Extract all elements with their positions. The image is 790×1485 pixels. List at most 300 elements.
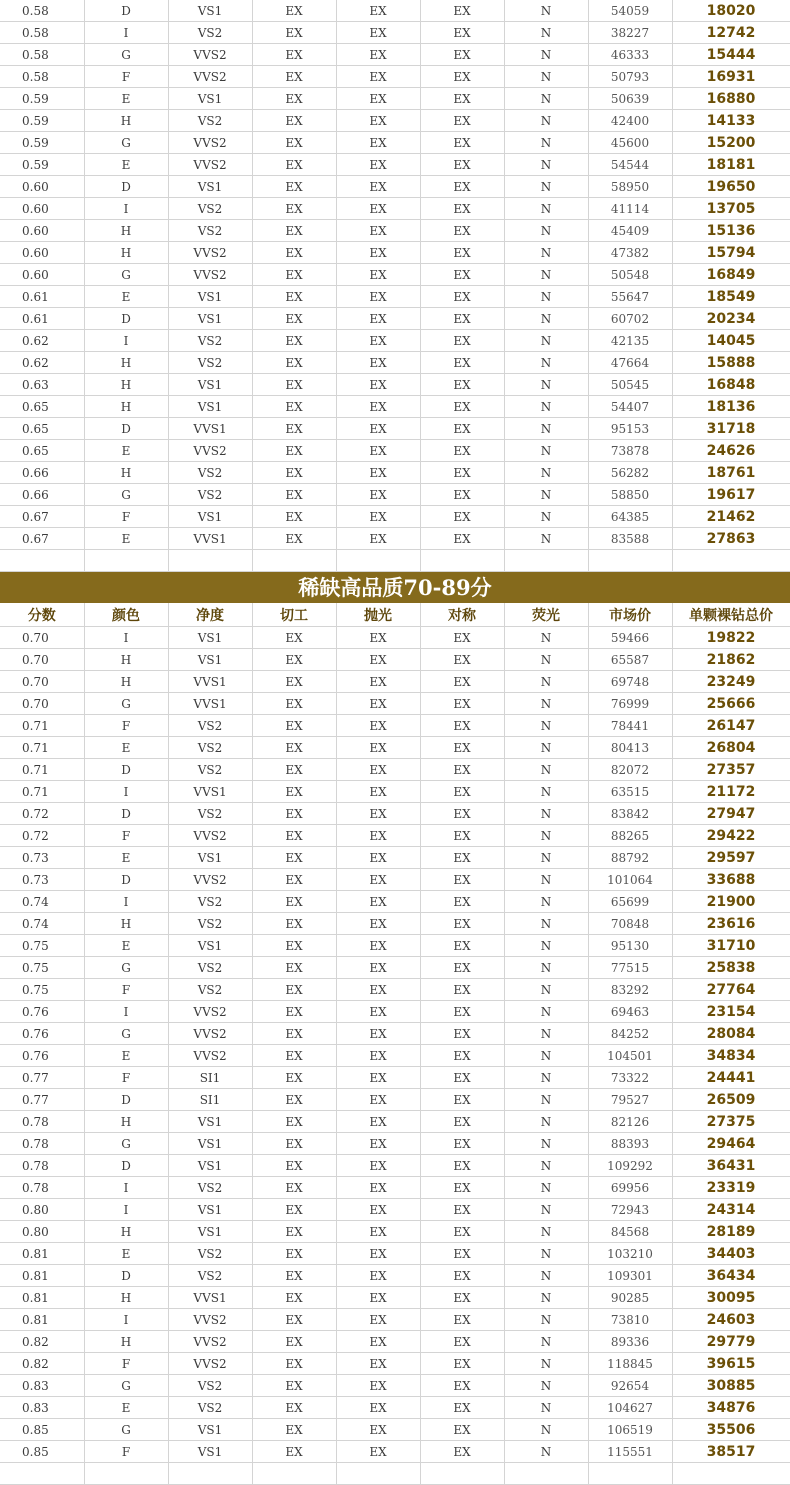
symmetry-cell: EX <box>420 242 504 264</box>
fluorescence-cell: N <box>504 1309 588 1331</box>
fluorescence-cell: N <box>504 506 588 528</box>
clarity-cell: VVS2 <box>168 264 252 286</box>
symmetry-cell: EX <box>420 1375 504 1397</box>
market-price-cell: 83842 <box>588 803 672 825</box>
cut-cell: EX <box>252 627 336 649</box>
market-price-cell: 92654 <box>588 1375 672 1397</box>
cut-cell: EX <box>252 0 336 22</box>
polish-cell: EX <box>336 737 420 759</box>
carat-cell: 0.78 <box>0 1133 84 1155</box>
clarity-cell: VVS1 <box>168 528 252 550</box>
clarity-cell: VVS1 <box>168 781 252 803</box>
market-price-cell: 69748 <box>588 671 672 693</box>
color-cell: H <box>84 649 168 671</box>
symmetry-cell: EX <box>420 1133 504 1155</box>
fluorescence-cell: N <box>504 1265 588 1287</box>
total-price-cell: 24441 <box>672 1067 790 1089</box>
cut-cell: EX <box>252 1045 336 1067</box>
market-price-cell: 73322 <box>588 1067 672 1089</box>
fluorescence-cell: N <box>504 1111 588 1133</box>
empty-cell <box>336 550 420 572</box>
carat-cell: 0.70 <box>0 671 84 693</box>
empty-cell <box>420 550 504 572</box>
symmetry-cell: EX <box>420 462 504 484</box>
total-price-cell: 24626 <box>672 440 790 462</box>
cut-cell: EX <box>252 220 336 242</box>
fluorescence-cell: N <box>504 1067 588 1089</box>
fluorescence-cell: N <box>504 649 588 671</box>
table-row <box>0 88 790 110</box>
color-cell: H <box>84 462 168 484</box>
symmetry-cell: EX <box>420 528 504 550</box>
total-price-cell: 20234 <box>672 308 790 330</box>
clarity-cell: VS1 <box>168 1221 252 1243</box>
symmetry-cell: EX <box>420 1089 504 1111</box>
symmetry-cell: EX <box>420 649 504 671</box>
polish-cell: EX <box>336 352 420 374</box>
cut-cell: EX <box>252 1397 336 1419</box>
symmetry-cell: EX <box>420 1441 504 1463</box>
cut-cell: EX <box>252 1023 336 1045</box>
table-row <box>0 1375 790 1397</box>
polish-cell: EX <box>336 0 420 22</box>
table-row <box>0 528 790 550</box>
fluorescence-cell: N <box>504 66 588 88</box>
market-price-cell: 45409 <box>588 220 672 242</box>
clarity-cell: VS1 <box>168 1199 252 1221</box>
market-price-cell: 109292 <box>588 1155 672 1177</box>
cut-cell: EX <box>252 44 336 66</box>
clarity-cell: VS2 <box>168 759 252 781</box>
table-row <box>0 759 790 781</box>
market-price-cell: 42400 <box>588 110 672 132</box>
clarity-cell: VVS2 <box>168 1309 252 1331</box>
carat-cell: 0.81 <box>0 1309 84 1331</box>
cut-cell: EX <box>252 1111 336 1133</box>
table-row <box>0 506 790 528</box>
carat-cell: 0.59 <box>0 88 84 110</box>
carat-cell: 0.76 <box>0 1001 84 1023</box>
polish-cell: EX <box>336 671 420 693</box>
clarity-cell: VS2 <box>168 1177 252 1199</box>
clarity-cell: VS2 <box>168 737 252 759</box>
color-cell: G <box>84 693 168 715</box>
market-price-cell: 64385 <box>588 506 672 528</box>
clarity-cell: VS2 <box>168 715 252 737</box>
table-row <box>0 1331 790 1353</box>
market-price-cell: 90285 <box>588 1287 672 1309</box>
polish-cell: EX <box>336 440 420 462</box>
total-price-cell: 21900 <box>672 891 790 913</box>
market-price-cell: 95130 <box>588 935 672 957</box>
empty-cell <box>0 1463 84 1485</box>
market-price-cell: 103210 <box>588 1243 672 1265</box>
section-title-banner: 稀缺高品质70-89分 <box>0 572 790 603</box>
symmetry-cell: EX <box>420 759 504 781</box>
symmetry-cell: EX <box>420 627 504 649</box>
total-price-cell: 33688 <box>672 869 790 891</box>
symmetry-cell: EX <box>420 1199 504 1221</box>
symmetry-cell: EX <box>420 1067 504 1089</box>
table-row <box>0 1287 790 1309</box>
table-row <box>0 913 790 935</box>
market-price-cell: 104627 <box>588 1397 672 1419</box>
total-price-cell: 27863 <box>672 528 790 550</box>
clarity-cell: VVS2 <box>168 1001 252 1023</box>
color-cell: H <box>84 1287 168 1309</box>
header-color: 颜色 <box>84 603 168 627</box>
symmetry-cell: EX <box>420 803 504 825</box>
color-cell: E <box>84 528 168 550</box>
cut-cell: EX <box>252 440 336 462</box>
carat-cell: 0.85 <box>0 1441 84 1463</box>
polish-cell: EX <box>336 1023 420 1045</box>
color-cell: G <box>84 264 168 286</box>
polish-cell: EX <box>336 396 420 418</box>
table-row <box>0 1155 790 1177</box>
total-price-cell: 34834 <box>672 1045 790 1067</box>
carat-cell: 0.74 <box>0 913 84 935</box>
color-cell: G <box>84 1133 168 1155</box>
symmetry-cell: EX <box>420 979 504 1001</box>
cut-cell: EX <box>252 737 336 759</box>
polish-cell: EX <box>336 1133 420 1155</box>
fluorescence-cell: N <box>504 825 588 847</box>
fluorescence-cell: N <box>504 330 588 352</box>
clarity-cell: VVS2 <box>168 154 252 176</box>
color-cell: F <box>84 979 168 1001</box>
carat-cell: 0.78 <box>0 1177 84 1199</box>
polish-cell: EX <box>336 1353 420 1375</box>
polish-cell: EX <box>336 1265 420 1287</box>
carat-cell: 0.75 <box>0 979 84 1001</box>
table-row <box>0 462 790 484</box>
polish-cell: EX <box>336 781 420 803</box>
polish-cell: EX <box>336 1309 420 1331</box>
market-price-cell: 83292 <box>588 979 672 1001</box>
total-price-cell: 12742 <box>672 22 790 44</box>
fluorescence-cell: N <box>504 352 588 374</box>
market-price-cell: 58950 <box>588 176 672 198</box>
table-row <box>0 1243 790 1265</box>
carat-cell: 0.60 <box>0 198 84 220</box>
symmetry-cell: EX <box>420 671 504 693</box>
total-price-cell: 36431 <box>672 1155 790 1177</box>
cut-cell: EX <box>252 869 336 891</box>
symmetry-cell: EX <box>420 198 504 220</box>
symmetry-cell: EX <box>420 22 504 44</box>
color-cell: D <box>84 308 168 330</box>
total-price-cell: 23616 <box>672 913 790 935</box>
polish-cell: EX <box>336 176 420 198</box>
total-price-cell: 21862 <box>672 649 790 671</box>
symmetry-cell: EX <box>420 0 504 22</box>
total-price-cell: 15444 <box>672 44 790 66</box>
carat-cell: 0.63 <box>0 374 84 396</box>
clarity-cell: VS1 <box>168 1155 252 1177</box>
table-row <box>0 154 790 176</box>
empty-cell <box>504 550 588 572</box>
carat-cell: 0.58 <box>0 0 84 22</box>
symmetry-cell: EX <box>420 913 504 935</box>
fluorescence-cell: N <box>504 220 588 242</box>
cut-cell: EX <box>252 286 336 308</box>
color-cell: F <box>84 66 168 88</box>
symmetry-cell: EX <box>420 825 504 847</box>
cut-cell: EX <box>252 935 336 957</box>
table-row <box>0 330 790 352</box>
polish-cell: EX <box>336 803 420 825</box>
clarity-cell: VS2 <box>168 22 252 44</box>
total-price-cell: 14045 <box>672 330 790 352</box>
empty-cell <box>252 550 336 572</box>
table-row <box>0 0 790 22</box>
header-total-price: 单颗裸钻总价 <box>672 603 790 627</box>
total-price-cell: 21172 <box>672 781 790 803</box>
fluorescence-cell: N <box>504 374 588 396</box>
empty-cell <box>672 550 790 572</box>
clarity-cell: VVS2 <box>168 869 252 891</box>
cut-cell: EX <box>252 1199 336 1221</box>
carat-cell: 0.75 <box>0 935 84 957</box>
cut-cell: EX <box>252 1331 336 1353</box>
market-price-cell: 118845 <box>588 1353 672 1375</box>
empty-row <box>0 550 790 572</box>
polish-cell: EX <box>336 1287 420 1309</box>
cut-cell: EX <box>252 66 336 88</box>
total-price-cell: 26509 <box>672 1089 790 1111</box>
color-cell: F <box>84 715 168 737</box>
fluorescence-cell: N <box>504 308 588 330</box>
cut-cell: EX <box>252 396 336 418</box>
color-cell: I <box>84 198 168 220</box>
cut-cell: EX <box>252 484 336 506</box>
total-price-cell: 38517 <box>672 1441 790 1463</box>
fluorescence-cell: N <box>504 1221 588 1243</box>
carat-cell: 0.83 <box>0 1397 84 1419</box>
empty-cell <box>168 550 252 572</box>
fluorescence-cell: N <box>504 737 588 759</box>
total-price-cell: 15888 <box>672 352 790 374</box>
carat-cell: 0.66 <box>0 462 84 484</box>
color-cell: I <box>84 1309 168 1331</box>
symmetry-cell: EX <box>420 1155 504 1177</box>
clarity-cell: VVS2 <box>168 44 252 66</box>
total-price-cell: 24314 <box>672 1199 790 1221</box>
carat-cell: 0.80 <box>0 1221 84 1243</box>
total-price-cell: 30885 <box>672 1375 790 1397</box>
table-row <box>0 803 790 825</box>
carat-cell: 0.83 <box>0 1375 84 1397</box>
clarity-cell: VS1 <box>168 1111 252 1133</box>
fluorescence-cell: N <box>504 1397 588 1419</box>
table-row <box>0 440 790 462</box>
table-row <box>0 1089 790 1111</box>
color-cell: F <box>84 1441 168 1463</box>
market-price-cell: 59466 <box>588 627 672 649</box>
polish-cell: EX <box>336 198 420 220</box>
table-row <box>0 66 790 88</box>
table-row <box>0 957 790 979</box>
carat-cell: 0.78 <box>0 1155 84 1177</box>
carat-cell: 0.60 <box>0 176 84 198</box>
cut-cell: EX <box>252 1133 336 1155</box>
cut-cell: EX <box>252 506 336 528</box>
symmetry-cell: EX <box>420 506 504 528</box>
market-price-cell: 69956 <box>588 1177 672 1199</box>
fluorescence-cell: N <box>504 198 588 220</box>
clarity-cell: VS1 <box>168 308 252 330</box>
symmetry-cell: EX <box>420 440 504 462</box>
clarity-cell: VS2 <box>168 198 252 220</box>
market-price-cell: 50793 <box>588 66 672 88</box>
symmetry-cell: EX <box>420 330 504 352</box>
symmetry-cell: EX <box>420 484 504 506</box>
total-price-cell: 24603 <box>672 1309 790 1331</box>
total-price-cell: 36434 <box>672 1265 790 1287</box>
cut-cell: EX <box>252 418 336 440</box>
empty-cell <box>336 1463 420 1485</box>
symmetry-cell: EX <box>420 1023 504 1045</box>
total-price-cell: 27947 <box>672 803 790 825</box>
fluorescence-cell: N <box>504 1441 588 1463</box>
color-cell: E <box>84 154 168 176</box>
market-price-cell: 79527 <box>588 1089 672 1111</box>
total-price-cell: 25838 <box>672 957 790 979</box>
market-price-cell: 82126 <box>588 1111 672 1133</box>
color-cell: I <box>84 781 168 803</box>
cut-cell: EX <box>252 154 336 176</box>
table-row <box>0 1001 790 1023</box>
total-price-cell: 18761 <box>672 462 790 484</box>
carat-cell: 0.82 <box>0 1331 84 1353</box>
cut-cell: EX <box>252 528 336 550</box>
carat-cell: 0.65 <box>0 440 84 462</box>
cut-cell: EX <box>252 1155 336 1177</box>
clarity-cell: VS1 <box>168 176 252 198</box>
carat-cell: 0.72 <box>0 803 84 825</box>
table-row <box>0 1133 790 1155</box>
color-cell: H <box>84 352 168 374</box>
color-cell: I <box>84 1199 168 1221</box>
total-price-cell: 19822 <box>672 627 790 649</box>
carat-cell: 0.76 <box>0 1045 84 1067</box>
fluorescence-cell: N <box>504 1287 588 1309</box>
market-price-cell: 41114 <box>588 198 672 220</box>
fluorescence-cell: N <box>504 1089 588 1111</box>
clarity-cell: SI1 <box>168 1067 252 1089</box>
color-cell: E <box>84 286 168 308</box>
fluorescence-cell: N <box>504 1001 588 1023</box>
cut-cell: EX <box>252 957 336 979</box>
polish-cell: EX <box>336 1045 420 1067</box>
market-price-cell: 63515 <box>588 781 672 803</box>
carat-cell: 0.59 <box>0 132 84 154</box>
clarity-cell: VS2 <box>168 957 252 979</box>
polish-cell: EX <box>336 715 420 737</box>
clarity-cell: VVS1 <box>168 693 252 715</box>
clarity-cell: VS1 <box>168 1133 252 1155</box>
carat-cell: 0.81 <box>0 1243 84 1265</box>
fluorescence-cell: N <box>504 242 588 264</box>
fluorescence-cell: N <box>504 1419 588 1441</box>
fluorescence-cell: N <box>504 176 588 198</box>
total-price-cell: 16848 <box>672 374 790 396</box>
total-price-cell: 31710 <box>672 935 790 957</box>
market-price-cell: 84252 <box>588 1023 672 1045</box>
market-price-cell: 72943 <box>588 1199 672 1221</box>
color-cell: D <box>84 869 168 891</box>
fluorescence-cell: N <box>504 781 588 803</box>
clarity-cell: VS1 <box>168 286 252 308</box>
carat-cell: 0.80 <box>0 1199 84 1221</box>
color-cell: D <box>84 418 168 440</box>
fluorescence-cell: N <box>504 154 588 176</box>
table-row <box>0 198 790 220</box>
total-price-cell: 15794 <box>672 242 790 264</box>
color-cell: D <box>84 759 168 781</box>
carat-cell: 0.85 <box>0 1419 84 1441</box>
market-price-cell: 54059 <box>588 0 672 22</box>
cut-cell: EX <box>252 110 336 132</box>
market-price-cell: 83588 <box>588 528 672 550</box>
clarity-cell: VS1 <box>168 1419 252 1441</box>
polish-cell: EX <box>336 1331 420 1353</box>
header-symmetry: 对称 <box>420 603 504 627</box>
symmetry-cell: EX <box>420 935 504 957</box>
table-row <box>0 1309 790 1331</box>
color-cell: I <box>84 1177 168 1199</box>
polish-cell: EX <box>336 847 420 869</box>
carat-cell: 0.62 <box>0 330 84 352</box>
total-price-cell: 31718 <box>672 418 790 440</box>
market-price-cell: 88265 <box>588 825 672 847</box>
fluorescence-cell: N <box>504 715 588 737</box>
empty-cell <box>84 1463 168 1485</box>
clarity-cell: VS2 <box>168 1375 252 1397</box>
market-price-cell: 65587 <box>588 649 672 671</box>
clarity-cell: VS2 <box>168 484 252 506</box>
color-cell: F <box>84 1067 168 1089</box>
market-price-cell: 50548 <box>588 264 672 286</box>
cut-cell: EX <box>252 979 336 1001</box>
fluorescence-cell: N <box>504 979 588 1001</box>
cut-cell: EX <box>252 1441 336 1463</box>
color-cell: I <box>84 891 168 913</box>
table-row <box>0 1419 790 1441</box>
symmetry-cell: EX <box>420 286 504 308</box>
color-cell: G <box>84 957 168 979</box>
polish-cell: EX <box>336 330 420 352</box>
color-cell: H <box>84 374 168 396</box>
symmetry-cell: EX <box>420 891 504 913</box>
color-cell: E <box>84 935 168 957</box>
market-price-cell: 60702 <box>588 308 672 330</box>
color-cell: E <box>84 440 168 462</box>
symmetry-cell: EX <box>420 1177 504 1199</box>
color-cell: E <box>84 1397 168 1419</box>
carat-cell: 0.61 <box>0 286 84 308</box>
cut-cell: EX <box>252 1419 336 1441</box>
clarity-cell: VS2 <box>168 1243 252 1265</box>
clarity-cell: VVS2 <box>168 132 252 154</box>
fluorescence-cell: N <box>504 418 588 440</box>
color-cell: I <box>84 1001 168 1023</box>
cut-cell: EX <box>252 198 336 220</box>
total-price-cell: 14133 <box>672 110 790 132</box>
symmetry-cell: EX <box>420 1221 504 1243</box>
color-cell: H <box>84 396 168 418</box>
